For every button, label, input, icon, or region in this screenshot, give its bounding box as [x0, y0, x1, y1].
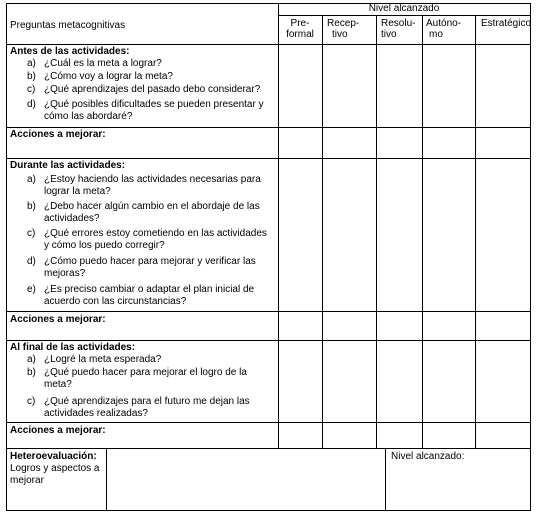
level-estrategico-line1: Estratégico [481, 18, 532, 29]
list-item [27, 228, 277, 252]
list-item [27, 71, 277, 83]
column-rule [106, 448, 107, 511]
item-letter: a) [27, 354, 36, 365]
section-title-final: Al final de las actividades: [10, 342, 136, 353]
column-rule [376, 15, 377, 449]
level-autonomo-line2: mo [429, 29, 443, 40]
item-text: ¿Qué errores estoy cometiendo en las actividades y cómo los puedo corregir? [44, 228, 267, 251]
item-letter: b) [27, 367, 36, 378]
level-receptivo-line1: Recep- [327, 18, 360, 29]
list-item [27, 84, 277, 96]
footer-level-label: Nivel alcanzado: [391, 451, 465, 462]
row-rule [6, 158, 530, 159]
list-item [27, 396, 277, 420]
section-title-antes: Antes de las actividades: [10, 46, 130, 57]
item-letter: c) [27, 396, 36, 407]
header-bottom-rule [6, 44, 530, 45]
level-preformal-line2: formal [286, 29, 314, 40]
questions-column-header: Preguntas metacognitivas [10, 20, 126, 31]
level-resolutivo-line2: tivo [381, 29, 397, 40]
item-text: ¿Qué puedo hacer para mejorar el logro de la meta? [44, 367, 247, 390]
level-column-header: Nivel alcanzado [368, 3, 440, 14]
item-text: ¿Cómo voy a lograr la meta? [44, 71, 173, 82]
table-border-bottom [6, 510, 530, 511]
column-rule [422, 15, 423, 449]
level-estrategico-header [481, 18, 531, 29]
row-rule [6, 127, 530, 128]
column-rule [475, 15, 476, 449]
level-autonomo-header [426, 18, 461, 40]
item-text: ¿Qué aprendizajes para el futuro me dejan las actividades realizadas? [44, 396, 250, 419]
row-rule [6, 311, 530, 312]
list-item [27, 201, 277, 225]
level-preformal-header [278, 18, 322, 40]
row-rule [6, 448, 530, 449]
level-preformal-line1: Pre- [290, 18, 310, 29]
list-item [27, 284, 277, 308]
item-letter: d) [27, 99, 36, 110]
column-rule [322, 15, 323, 449]
list-item [27, 58, 277, 70]
level-receptivo-line2: tivo [332, 29, 348, 40]
item-text: ¿Estoy haciendo las actividades necesarias para lograr la meta? [44, 174, 261, 197]
column-rule [278, 3, 279, 449]
item-letter: a) [27, 174, 36, 185]
item-text: ¿Qué aprendizajes del pasado debo considerar? [44, 84, 261, 95]
item-letter: e) [27, 284, 36, 295]
item-text: ¿Cómo puedo hacer para mejorar y verificar las mejoras? [44, 256, 256, 279]
row-rule [6, 422, 530, 423]
list-item [27, 174, 277, 198]
item-letter: d) [27, 256, 36, 267]
level-header-divider [278, 15, 530, 16]
item-text: ¿Es preciso cambiar o adaptar el plan inicial de acuerdo con las circunstancias? [44, 284, 255, 307]
table-border-right [530, 3, 531, 511]
column-rule [385, 448, 386, 511]
actions-label-antes: Acciones a mejorar: [10, 129, 106, 140]
row-rule [6, 340, 530, 341]
item-letter: b) [27, 201, 36, 212]
list-item [27, 367, 277, 391]
section-title-durante: Durante las actividades: [10, 160, 126, 171]
item-text: ¿Debo hacer algún cambio en el abordaje de las actividades? [44, 201, 260, 224]
item-text: ¿Logré la meta esperada? [44, 354, 162, 365]
actions-label-final: Acciones a mejorar: [10, 425, 106, 436]
level-receptivo-header [327, 18, 359, 40]
level-resolutivo-header [381, 18, 415, 40]
list-item [27, 256, 277, 280]
list-item [27, 354, 277, 366]
level-autonomo-line1: Autóno- [426, 18, 462, 29]
item-text: ¿Qué posibles dificultades se pueden presentar y cómo las abordaré? [44, 99, 264, 122]
item-letter: a) [27, 58, 36, 69]
item-letter: c) [27, 228, 36, 239]
table-border-left [6, 3, 7, 511]
actions-label-durante: Acciones a mejorar: [10, 314, 106, 325]
list-item [27, 99, 277, 123]
level-resolutivo-line1: Resolu- [381, 18, 416, 29]
item-letter: c) [27, 84, 36, 95]
item-letter: b) [27, 71, 36, 82]
item-text: ¿Cuál es la meta a lograr? [44, 58, 162, 69]
heteroeval-title: Heteroevaluación: [10, 451, 97, 462]
heteroeval-text: Logros y aspectos a mejorar [10, 463, 100, 486]
